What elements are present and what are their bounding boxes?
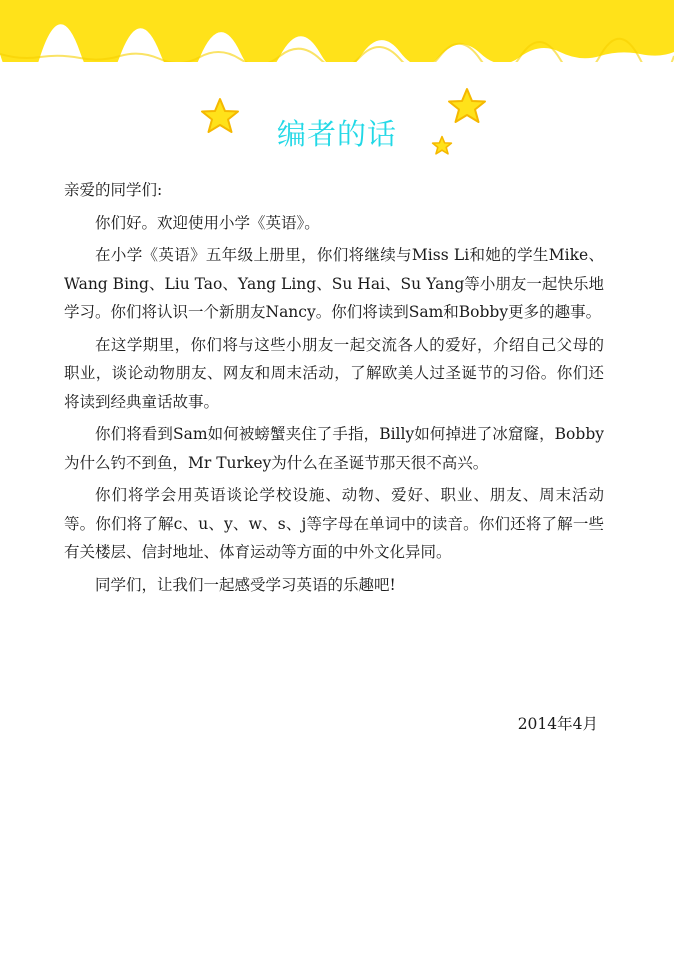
page-title: 编者的话	[276, 117, 397, 151]
paragraph: 你们将学会用英语谈论学校设施、动物、爱好、职业、朋友、周末活动等。你们将了解c、u、y、w、s、j等字母在单词中的读音。你们还将了解一些有关楼层、信封地址、体育运动等方面的中外文化异同。	[64, 486, 604, 561]
letter-body	[64, 176, 604, 603]
top-banner	[0, 0, 674, 62]
paragraph: 你们好。欢迎使用小学《英语》。	[95, 213, 320, 232]
greeting: 亲爱的同学们:	[64, 181, 163, 199]
paragraph: 同学们，让我们一起感受学习英语的乐趣吧!	[95, 575, 396, 594]
paragraph: 你们将看到Sam如何被螃蟹夹住了手指，Billy如何掉进了冰窟窿，Bobby为什么钓不到鱼，Mr Turkey为什么在圣诞节那天很不高兴。	[64, 425, 604, 472]
paragraph: 在小学《英语》五年级上册里，你们将继续与Miss Li和她的学生Mike、Wang Bing、Liu Tao、Yang Ling、Su Hai、Su Yang等小朋友一起快乐地学习。你们将认识一个新朋友Nancy。你们将读到Sam和Bobby更多的趣事。	[64, 246, 604, 321]
paragraph: 在这学期里，你们将与这些小朋友一起交流各人的爱好，介绍自己父母的职业，谈论动物朋友、网友和周末活动，了解欧美人过圣诞节的习俗。你们还将读到经典童话故事。	[64, 335, 604, 411]
date-signature: 2014年4月	[517, 715, 598, 733]
